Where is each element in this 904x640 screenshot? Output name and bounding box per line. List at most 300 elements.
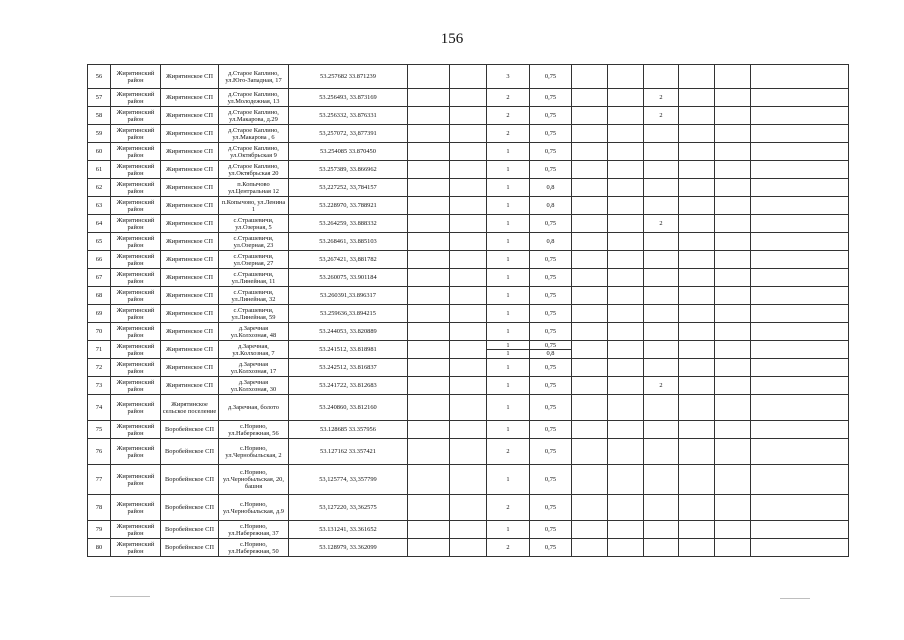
empty-cell (450, 65, 487, 89)
empty-cell (608, 215, 644, 233)
extra-cell (644, 395, 679, 421)
empty-cell (450, 359, 487, 377)
coordinates-cell: 53.228970, 33.788921 (289, 197, 408, 215)
empty-cell (715, 323, 751, 341)
coordinates-cell: 53.256332, 33.876331 (289, 107, 408, 125)
address-cell: с.Норино, ул.Набережная, 56 (219, 421, 289, 439)
address-cell: д.Заречная ул.Колхозная, 17 (219, 359, 289, 377)
address-cell: д.Заречная, болото (219, 395, 289, 421)
empty-cell (679, 465, 715, 495)
district-cell: Жирятинский район (111, 439, 161, 465)
address-cell: д.Заречная ул.Колхозная, 30 (219, 377, 289, 395)
volume-cell: 0,75 (530, 323, 572, 341)
empty-cell (450, 125, 487, 143)
coordinates-cell: 53.241722, 33.812683 (289, 377, 408, 395)
row-number: 70 (88, 323, 111, 341)
empty-cell (408, 197, 450, 215)
volume-cell: 0,75 (530, 143, 572, 161)
table-row (88, 323, 849, 341)
coordinates-cell: 53,267421, 33,881782 (289, 251, 408, 269)
coordinates-cell: 53.254085 33.870450 (289, 143, 408, 161)
empty-cell (679, 197, 715, 215)
empty-cell (751, 179, 849, 197)
district-cell: Жирятинский район (111, 161, 161, 179)
settlement-cell: Воробейнское СП (161, 539, 219, 557)
coordinates-cell: 53.241512, 33.818981 (289, 341, 408, 359)
empty-cell (572, 215, 608, 233)
coordinates-cell: 53,227252, 33,784157 (289, 179, 408, 197)
empty-cell (572, 251, 608, 269)
row-number: 66 (88, 251, 111, 269)
empty-cell (408, 377, 450, 395)
empty-cell (572, 421, 608, 439)
empty-cell (608, 359, 644, 377)
settlement-cell: Жирятинское СП (161, 377, 219, 395)
settlement-cell: Воробейнское СП (161, 465, 219, 495)
address-cell: д.Старое Каплино, ул.Октябрьская 20 (219, 161, 289, 179)
empty-cell (715, 439, 751, 465)
empty-cell (679, 215, 715, 233)
empty-cell (751, 161, 849, 179)
table-row (88, 495, 849, 521)
count-cell-lower: 1 (487, 349, 529, 357)
district-cell: Жирятинский район (111, 341, 161, 359)
empty-cell (450, 161, 487, 179)
table-row (88, 465, 849, 495)
address-cell: с.Норино, ул.Чернобыльская, 20, башня (219, 465, 289, 495)
empty-cell (715, 377, 751, 395)
count-cell: 1 (487, 233, 530, 251)
extra-cell (644, 125, 679, 143)
extra-cell (644, 233, 679, 251)
district-cell: Жирятинский район (111, 143, 161, 161)
empty-cell (408, 89, 450, 107)
empty-cell (715, 65, 751, 89)
table-row (88, 107, 849, 125)
empty-cell (751, 521, 849, 539)
empty-cell (608, 143, 644, 161)
extra-cell (644, 287, 679, 305)
empty-cell (751, 421, 849, 439)
volume-cell: 0,75 (530, 377, 572, 395)
settlement-cell: Жирятинское СП (161, 197, 219, 215)
volume-cell-lower: 0,8 (530, 349, 571, 357)
extra-cell (644, 179, 679, 197)
empty-cell (408, 323, 450, 341)
empty-cell (408, 269, 450, 287)
empty-cell (450, 439, 487, 465)
empty-cell (408, 465, 450, 495)
empty-cell (408, 65, 450, 89)
settlement-cell: Жирятинское СП (161, 359, 219, 377)
extra-cell (644, 521, 679, 539)
district-cell: Жирятинский район (111, 421, 161, 439)
empty-cell (679, 89, 715, 107)
count-cell: 1 (487, 465, 530, 495)
count-cell: 1 (487, 197, 530, 215)
empty-cell (608, 251, 644, 269)
row-number: 60 (88, 143, 111, 161)
extra-cell (644, 197, 679, 215)
empty-cell (679, 143, 715, 161)
count-cell (487, 341, 530, 359)
table-row (88, 305, 849, 323)
empty-cell (715, 421, 751, 439)
volume-cell: 0,8 (530, 197, 572, 215)
empty-cell (715, 287, 751, 305)
table-row (88, 233, 849, 251)
empty-cell (679, 323, 715, 341)
empty-cell (450, 269, 487, 287)
empty-cell (572, 395, 608, 421)
empty-cell (679, 359, 715, 377)
extra-cell: 2 (644, 377, 679, 395)
volume-cell: 0,75 (530, 65, 572, 89)
empty-cell (450, 305, 487, 323)
scan-artifact-line (110, 596, 150, 597)
empty-cell (408, 495, 450, 521)
settlement-cell: Жирятинское СП (161, 179, 219, 197)
volume-cell: 0,75 (530, 251, 572, 269)
row-number: 65 (88, 233, 111, 251)
count-cell: 1 (487, 377, 530, 395)
empty-cell (572, 233, 608, 251)
empty-cell (408, 161, 450, 179)
empty-cell (679, 65, 715, 89)
empty-cell (751, 197, 849, 215)
empty-cell (408, 107, 450, 125)
empty-cell (408, 233, 450, 251)
empty-cell (408, 179, 450, 197)
address-cell: с.Норино, ул.Чернобыльская, д.9 (219, 495, 289, 521)
count-cell: 2 (487, 125, 530, 143)
volume-cell: 0,75 (530, 89, 572, 107)
empty-cell (751, 539, 849, 557)
count-cell: 1 (487, 305, 530, 323)
volume-cell: 0,8 (530, 233, 572, 251)
empty-cell (572, 197, 608, 215)
address-cell: с.Страшевичи, ул.Озерная, 27 (219, 251, 289, 269)
extra-cell (644, 359, 679, 377)
empty-cell (679, 341, 715, 359)
empty-cell (572, 287, 608, 305)
empty-cell (751, 305, 849, 323)
extra-cell: 2 (644, 215, 679, 233)
empty-cell (751, 439, 849, 465)
coordinates-cell: 53,125774, 33,357799 (289, 465, 408, 495)
empty-cell (608, 161, 644, 179)
count-cell: 1 (487, 143, 530, 161)
empty-cell (450, 395, 487, 421)
volume-cell (530, 341, 572, 359)
empty-cell (751, 269, 849, 287)
empty-cell (608, 125, 644, 143)
empty-cell (751, 251, 849, 269)
count-cell: 2 (487, 107, 530, 125)
empty-cell (751, 395, 849, 421)
empty-cell (408, 251, 450, 269)
empty-cell (572, 521, 608, 539)
empty-cell (408, 539, 450, 557)
empty-cell (608, 539, 644, 557)
address-cell: д.Заречная, ул.Колхозная, 7 (219, 341, 289, 359)
row-number: 59 (88, 125, 111, 143)
settlement-cell: Жирятинское сельское поселение (161, 395, 219, 421)
coordinates-cell: 53.260075, 33.901184 (289, 269, 408, 287)
row-number: 73 (88, 377, 111, 395)
volume-cell: 0,75 (530, 439, 572, 465)
district-cell: Жирятинский район (111, 287, 161, 305)
count-cell-upper: 1 (506, 342, 510, 349)
empty-cell (679, 439, 715, 465)
empty-cell (608, 107, 644, 125)
row-number: 71 (88, 341, 111, 359)
empty-cell (608, 287, 644, 305)
coordinates-cell: 53.256493, 33.873169 (289, 89, 408, 107)
empty-cell (450, 287, 487, 305)
address-cell: с.Страшевичи, ул.Линейная, 32 (219, 287, 289, 305)
empty-cell (751, 107, 849, 125)
empty-cell (572, 161, 608, 179)
empty-cell (715, 179, 751, 197)
empty-cell (608, 465, 644, 495)
coordinates-cell: 53.244053, 33.820889 (289, 323, 408, 341)
settlement-cell: Воробейнское СП (161, 439, 219, 465)
empty-cell (408, 215, 450, 233)
empty-cell (408, 125, 450, 143)
empty-cell (751, 233, 849, 251)
empty-cell (679, 305, 715, 323)
address-cell: с.Норино, ул.Чернобыльская, 2 (219, 439, 289, 465)
empty-cell (751, 89, 849, 107)
empty-cell (450, 495, 487, 521)
empty-cell (751, 377, 849, 395)
extra-cell (644, 161, 679, 179)
table-row (88, 179, 849, 197)
settlement-cell: Жирятинское СП (161, 251, 219, 269)
count-cell: 1 (487, 521, 530, 539)
extra-cell (644, 251, 679, 269)
address-cell: д.Старое Каплино, ул.Октябрьская 9 (219, 143, 289, 161)
volume-cell: 0,75 (530, 215, 572, 233)
district-cell: Жирятинский район (111, 305, 161, 323)
empty-cell (450, 377, 487, 395)
count-cell: 1 (487, 421, 530, 439)
coordinates-cell: 53.128979, 33.362099 (289, 539, 408, 557)
extra-cell (644, 439, 679, 465)
scan-artifact-line (780, 598, 810, 599)
settlement-cell: Жирятинское СП (161, 323, 219, 341)
volume-cell: 0,8 (530, 179, 572, 197)
empty-cell (608, 65, 644, 89)
count-cell: 1 (487, 269, 530, 287)
row-number: 61 (88, 161, 111, 179)
settlement-cell: Жирятинское СП (161, 269, 219, 287)
empty-cell (608, 439, 644, 465)
volume-cell: 0,75 (530, 287, 572, 305)
table-row (88, 521, 849, 539)
table-row (88, 395, 849, 421)
empty-cell (608, 179, 644, 197)
table-row (88, 287, 849, 305)
empty-cell (679, 269, 715, 287)
empty-cell (408, 341, 450, 359)
empty-cell (715, 197, 751, 215)
volume-cell: 0,75 (530, 161, 572, 179)
empty-cell (408, 521, 450, 539)
district-cell: Жирятинский район (111, 89, 161, 107)
address-cell: с.Норино, ул.Набережная, 37 (219, 521, 289, 539)
volume-cell: 0,75 (530, 269, 572, 287)
empty-cell (715, 125, 751, 143)
volume-cell: 0,75 (530, 465, 572, 495)
row-number: 64 (88, 215, 111, 233)
empty-cell (715, 161, 751, 179)
empty-cell (751, 287, 849, 305)
empty-cell (572, 495, 608, 521)
address-cell: д.Старое Каплино, ул.Макарова, д.29 (219, 107, 289, 125)
volume-cell: 0,75 (530, 359, 572, 377)
count-cell: 2 (487, 89, 530, 107)
empty-cell (450, 107, 487, 125)
district-cell: Жирятинский район (111, 65, 161, 89)
empty-cell (450, 233, 487, 251)
count-cell: 1 (487, 251, 530, 269)
row-number: 77 (88, 465, 111, 495)
table-row (88, 251, 849, 269)
volume-cell: 0,75 (530, 305, 572, 323)
row-number: 58 (88, 107, 111, 125)
empty-cell (450, 539, 487, 557)
empty-cell (715, 521, 751, 539)
empty-cell (679, 521, 715, 539)
table-row (88, 143, 849, 161)
address-cell: д.Старое Каплино, ул.Юго-Западная, 17 (219, 65, 289, 89)
table-row (88, 197, 849, 215)
volume-cell-upper: 0,75 (544, 342, 557, 349)
empty-cell (408, 143, 450, 161)
empty-cell (572, 269, 608, 287)
empty-cell (679, 107, 715, 125)
empty-cell (715, 305, 751, 323)
empty-cell (751, 143, 849, 161)
empty-cell (751, 359, 849, 377)
empty-cell (679, 495, 715, 521)
empty-cell (572, 465, 608, 495)
empty-cell (572, 143, 608, 161)
count-cell: 1 (487, 215, 530, 233)
coordinates-cell: 53.131241, 33.361652 (289, 521, 408, 539)
empty-cell (751, 341, 849, 359)
empty-cell (450, 421, 487, 439)
empty-cell (608, 521, 644, 539)
settlement-cell: Жирятинское СП (161, 233, 219, 251)
empty-cell (450, 465, 487, 495)
empty-cell (450, 143, 487, 161)
district-cell: Жирятинский район (111, 215, 161, 233)
empty-cell (450, 179, 487, 197)
empty-cell (715, 539, 751, 557)
count-cell: 1 (487, 161, 530, 179)
empty-cell (679, 377, 715, 395)
empty-cell (751, 125, 849, 143)
count-cell: 1 (487, 179, 530, 197)
empty-cell (608, 323, 644, 341)
coordinates-cell: 53.259636,33.894215 (289, 305, 408, 323)
coordinates-cell: 53.264259, 33.888332 (289, 215, 408, 233)
settlement-cell: Жирятинское СП (161, 215, 219, 233)
empty-cell (608, 377, 644, 395)
empty-cell (608, 421, 644, 439)
empty-cell (715, 89, 751, 107)
empty-cell (608, 89, 644, 107)
empty-cell (408, 305, 450, 323)
empty-cell (572, 377, 608, 395)
table-row (88, 65, 849, 89)
row-number: 79 (88, 521, 111, 539)
table-row (88, 125, 849, 143)
count-cell: 2 (487, 495, 530, 521)
row-number: 75 (88, 421, 111, 439)
row-number: 68 (88, 287, 111, 305)
table-row (88, 421, 849, 439)
empty-cell (751, 65, 849, 89)
empty-cell (608, 269, 644, 287)
coordinates-cell: 53.257682 33.871239 (289, 65, 408, 89)
empty-cell (450, 89, 487, 107)
empty-cell (715, 359, 751, 377)
count-cell: 1 (487, 359, 530, 377)
settlement-cell: Жирятинское СП (161, 161, 219, 179)
empty-cell (751, 215, 849, 233)
empty-cell (608, 197, 644, 215)
empty-cell (715, 395, 751, 421)
district-cell: Жирятинский район (111, 539, 161, 557)
count-cell: 2 (487, 439, 530, 465)
empty-cell (450, 521, 487, 539)
hydrant-registry-table (87, 64, 849, 557)
empty-cell (408, 395, 450, 421)
extra-cell (644, 269, 679, 287)
empty-cell (679, 251, 715, 269)
table-row (88, 269, 849, 287)
coordinates-cell: 53,257072, 33,877391 (289, 125, 408, 143)
extra-cell (644, 305, 679, 323)
district-cell: Жирятинский район (111, 395, 161, 421)
settlement-cell: Жирятинское СП (161, 65, 219, 89)
volume-cell: 0,75 (530, 539, 572, 557)
empty-cell (572, 305, 608, 323)
settlement-cell: Воробейнское СП (161, 421, 219, 439)
empty-cell (572, 125, 608, 143)
volume-cell: 0,75 (530, 125, 572, 143)
empty-cell (715, 341, 751, 359)
empty-cell (408, 287, 450, 305)
volume-cell: 0,75 (530, 107, 572, 125)
empty-cell (572, 89, 608, 107)
empty-cell (450, 251, 487, 269)
address-cell: д.Старое Каплино, ул.Макарова , 6 (219, 125, 289, 143)
settlement-cell: Жирятинское СП (161, 341, 219, 359)
row-number: 69 (88, 305, 111, 323)
table-row (88, 359, 849, 377)
empty-cell (715, 233, 751, 251)
empty-cell (572, 107, 608, 125)
empty-cell (751, 495, 849, 521)
empty-cell (679, 539, 715, 557)
district-cell: Жирятинский район (111, 465, 161, 495)
empty-cell (715, 215, 751, 233)
